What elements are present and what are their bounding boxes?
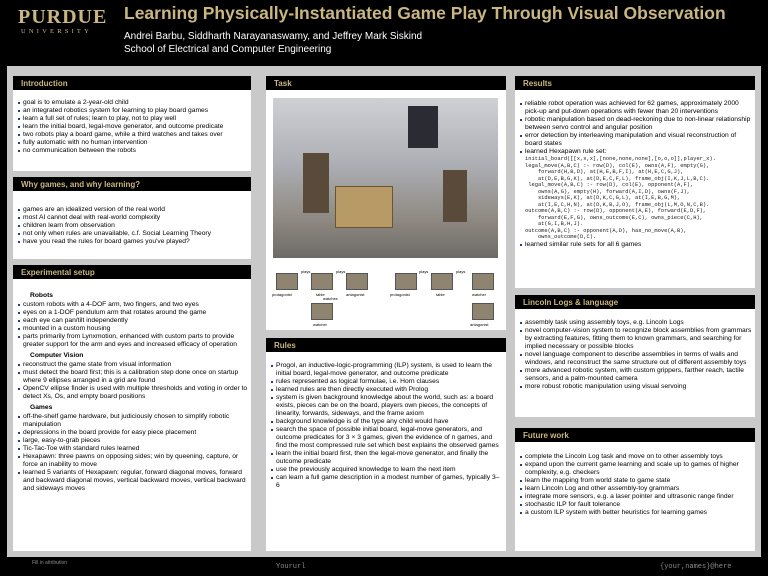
list-item: more advanced robotic system, with custom grippers, farther reach, tactile sensors, and a palm-mounted camera	[520, 367, 752, 383]
list-item: expand upon the current game learning and scale up to games of higher complexity, e.g. checkers	[520, 461, 752, 477]
robot-arm-shape	[443, 170, 467, 222]
list-item: learn a full set of rules; learn to play, not to play well	[18, 115, 248, 123]
diagram-area	[266, 262, 506, 328]
list-item: robotic manipulation based on dead-reckoning due to non-linear relationship between servo control and angular position	[520, 116, 752, 132]
section-title: Future work	[515, 428, 755, 442]
section-title: Rules	[266, 338, 506, 352]
list-item: complete the Lincoln Log task and move on to other assembly toys	[520, 453, 752, 461]
lincoln-panel	[515, 295, 755, 417]
intro-panel	[13, 76, 251, 171]
diagram-label: table	[316, 292, 325, 297]
diagram-label: antagonist	[346, 292, 365, 297]
poster-title: Learning Physically-Instantiated Game Play Through Visual Observation	[124, 3, 726, 23]
diagram-label: protagonist	[272, 292, 292, 297]
list-item: novel language component to describe assemblies in terms of walls and windows, and reconstruct the same structure out of different assembly toys	[520, 351, 752, 367]
intro-list	[18, 99, 248, 155]
section-body	[271, 362, 503, 490]
purdue-logo	[18, 6, 108, 35]
list-item: stochastic ILP for fault tolerance	[520, 501, 752, 509]
list-item: learn the initial board, legal-move generator, and outcome predicate	[18, 123, 248, 131]
list-item: learned rules are then directly executed with Prolog	[271, 386, 503, 394]
section-body	[520, 319, 752, 391]
thumb-table-1	[311, 273, 333, 290]
list-item: children learn from observation	[18, 222, 248, 230]
list-item: system is given background knowledge about the world, such as: a board exists, pieces can be on the board, players own pieces, the concepts of linearity, forwards, sideways, and the frame axiom	[271, 394, 503, 418]
section-title: Lincoln Logs & language	[515, 295, 755, 309]
section-body	[520, 453, 752, 517]
hexapawn-rule-code: initial_board([[x,x,x],[none,none,none],[o,o,o]],player_x). legal_move(A,B,C) :- row(D), col(E), owns(A,F), empty(G), forward(H,B,D), at(H,E,B,F,I), at(H,E,C,G,J), at(D,E,B,G,K), at(D,E,C,F,L), frame_obj(I,K,J,L,B,C). legal_move(A,B,C) :- row(D), col(E), opponent(A,F), owns(A,G), empty(H), forward(A,I,D), owns(F,J), sideways(E,K), at(D,K,C,G,L), at(I,E,B,G,M), at(I,E,C,H,N), at(D,K,B,J,O), frame_obj(L,M,O,N,C,B). outcome(A,B,C) :- row(D), opponent(A,E), forward(E,D,F), forward(E,F,G), owns_outcome(E,C), owns_piece(C,H), at(G,I,B,H,J). outcome(A,B,C) :- opponent(A,D), has_no_move(A,B), owns_outcome(D,C).	[525, 156, 716, 240]
monitor-shape	[408, 106, 438, 148]
list-item: mounted in a custom housing	[18, 325, 248, 333]
diagram-label: watches	[323, 296, 338, 301]
list-item: have you read the rules for board games you've played?	[18, 238, 248, 246]
thumb-antagonist-2	[472, 303, 494, 320]
thumb-watcher-1	[311, 303, 333, 320]
list-item: each eye can pan/tilt independently	[18, 317, 248, 325]
future-panel	[515, 428, 755, 551]
list-item: novel computer-vision system to recognize block assemblies from grammars by extracting features, fitting them to known grammars, and searching for implied necessary or possible blocks	[520, 327, 752, 351]
rules-list	[271, 362, 503, 490]
future-list	[520, 453, 752, 517]
poster-body	[7, 66, 761, 557]
list-item: search the space of possible initial board, legal-move generators, and outcome predicates for 3 × 3 games, given the evidence of n games, and find the most compressed rule set which best explains the observed games	[271, 426, 503, 450]
list-item: reliable robot operation was achieved for 62 games, approximately 2000 pick-up and put-down operations with fewer than 20 interventions	[520, 100, 752, 116]
author-block	[124, 30, 422, 56]
list-item: learned Hexapawn rule set:	[520, 148, 752, 156]
logo-subtext: UNIVERSITY	[21, 28, 92, 35]
setup-panel	[13, 265, 251, 551]
section-title: Why games, and why learning?	[13, 177, 251, 191]
list-item: must detect the board first; this is a calibration step done once on startup where 9 ellipses arranged in a grid are found	[18, 369, 248, 385]
diagram-label: antagonist	[470, 322, 489, 327]
list-item: can learn a full game description in a modest number of games, typically 3–6	[271, 474, 503, 490]
list-item: most AI cannot deal with real-world complexity	[18, 214, 248, 222]
list-item: depressions in the board provide for easy piece placement	[18, 429, 248, 437]
list-item: rules represented as logical formulae, i.e. Horn clauses	[271, 378, 503, 386]
list-item: a custom ILP system with better heuristics for learning games	[520, 509, 752, 517]
list-item: large, easy-to-grab pieces	[18, 437, 248, 445]
logo-text: PURDUE	[18, 6, 108, 28]
list-item: assembly task using assembly toys, e.g. Lincoln Logs	[520, 319, 752, 327]
rules-panel	[266, 338, 506, 551]
poster-footer	[0, 557, 768, 576]
vision-list	[18, 361, 248, 401]
section-body	[520, 100, 752, 249]
section-body	[18, 289, 248, 493]
list-item: more robust robotic manipulation using visual servoing	[520, 383, 752, 391]
diagram-label: plays	[419, 269, 429, 274]
section-title: Introduction	[13, 76, 251, 90]
diagram-label: plays	[456, 269, 466, 274]
why-panel	[13, 177, 251, 259]
thumb-table-2	[431, 273, 453, 290]
list-item: Tic-Tac-Toe with standard rules learned	[18, 445, 248, 453]
list-item: OpenCV ellipse finder is used with multiple thresholds and voting in order to detect Xs, Os, and empty board positions	[18, 385, 248, 401]
list-item: fully automatic with no human intervention	[18, 139, 248, 147]
list-item: Progol, an inductive-logic-programming (ILP) system, is used to learn the initial board, legal-move generator, and outcome predicate	[271, 362, 503, 378]
list-item: eyes on a 1-DOF pendulum arm that rotates around the game	[18, 309, 248, 317]
section-title: Task	[266, 76, 506, 90]
list-item: two robots play a board game, while a third watches and takes over	[18, 131, 248, 139]
list-item: goal is to emulate a 2-year-old child	[18, 99, 248, 107]
section-title: Results	[515, 76, 755, 90]
list-item: learn Lincoln Log and other assembly-toy grammars	[520, 485, 752, 493]
results-panel	[515, 76, 755, 288]
games-list	[18, 413, 248, 493]
list-item: integrate more sensors, e.g. a laser pointer and ultrasonic range finder	[520, 493, 752, 501]
thumb-protagonist-1	[276, 273, 298, 290]
list-item: parts primarily from Lynxmotion, enhanced with custom parts to provide greater support for the arm and eyes and increased efficacy of operation	[18, 333, 248, 349]
diagram-label: plays	[301, 269, 311, 274]
robot-setup-photo	[273, 98, 498, 258]
robots-list	[18, 301, 248, 349]
diagram-label: watcher	[313, 322, 328, 327]
thumb-antagonist-1	[346, 273, 368, 290]
footer-email: {your,names}@here	[660, 563, 732, 571]
list-item: background knowledge is of the type any child would have	[271, 418, 503, 426]
list-item: learned 5 variants of Hexapawn: regular, forward diagonal moves, forward and backward diagonal moves, vertical backward moves, vertical backward and sideways moves	[18, 469, 248, 493]
diagram-label: plays	[336, 269, 346, 274]
diagram-label: table	[436, 292, 445, 297]
task-panel	[266, 76, 506, 330]
footer-attribution: Fill in attribution	[32, 560, 68, 566]
list-item: learn the mapping from world state to game state	[520, 477, 752, 485]
diagram-label: protagonist	[390, 292, 410, 297]
list-item: learn the initial board first, then the legal-move generator, and finally the outcome predicate	[271, 450, 503, 466]
list-item: reconstruct the game state from visual information	[18, 361, 248, 369]
list-item: Hexapawn: three pawns on opposing sides; win by queening, capture, or force an inability to move	[18, 453, 248, 469]
robot-arm-shape	[303, 153, 329, 213]
why-list	[18, 206, 248, 246]
list-item: custom robots with a 4-DOF arm, two fingers, and two eyes	[18, 301, 248, 309]
games-subtitle: Games	[30, 404, 53, 411]
section-title: Experimental setup	[13, 265, 251, 279]
results-last-item: learned similar rule sets for all 6 games	[520, 241, 752, 249]
list-item: an integrated robotics system for learning to play board games	[18, 107, 248, 115]
results-list	[520, 100, 752, 156]
section-body	[18, 99, 248, 155]
list-item: not only when rules are unavailable, c.f. Social Learning Theory	[18, 230, 248, 238]
list-item: games are an idealized version of the real world	[18, 206, 248, 214]
thumb-protagonist-2	[395, 273, 417, 290]
poster-header	[0, 0, 768, 62]
thumb-watcher-2	[472, 273, 494, 290]
diagram-label: watcher	[472, 292, 487, 297]
robots-subtitle: Robots	[30, 292, 54, 299]
list-item: error detection by interleaving manipulation and visual reconstruction of board states	[520, 132, 752, 148]
section-body	[18, 206, 248, 246]
list-item: no communication between the robots	[18, 147, 248, 155]
footer-url: Yoururl	[276, 563, 306, 571]
list-item: off-the-shelf game hardware, but judiciously chosen to simplify robotic manipulation	[18, 413, 248, 429]
vision-subtitle: Computer Vision	[30, 352, 84, 359]
school: School of Electrical and Computer Engineering	[124, 44, 332, 55]
list-item: use the previously acquired knowledge to learn the next item	[271, 466, 503, 474]
game-board-shape	[335, 186, 393, 228]
lincoln-list	[520, 319, 752, 391]
authors: Andrei Barbu, Siddharth Narayanaswamy, and Jeffrey Mark Siskind	[124, 31, 423, 42]
